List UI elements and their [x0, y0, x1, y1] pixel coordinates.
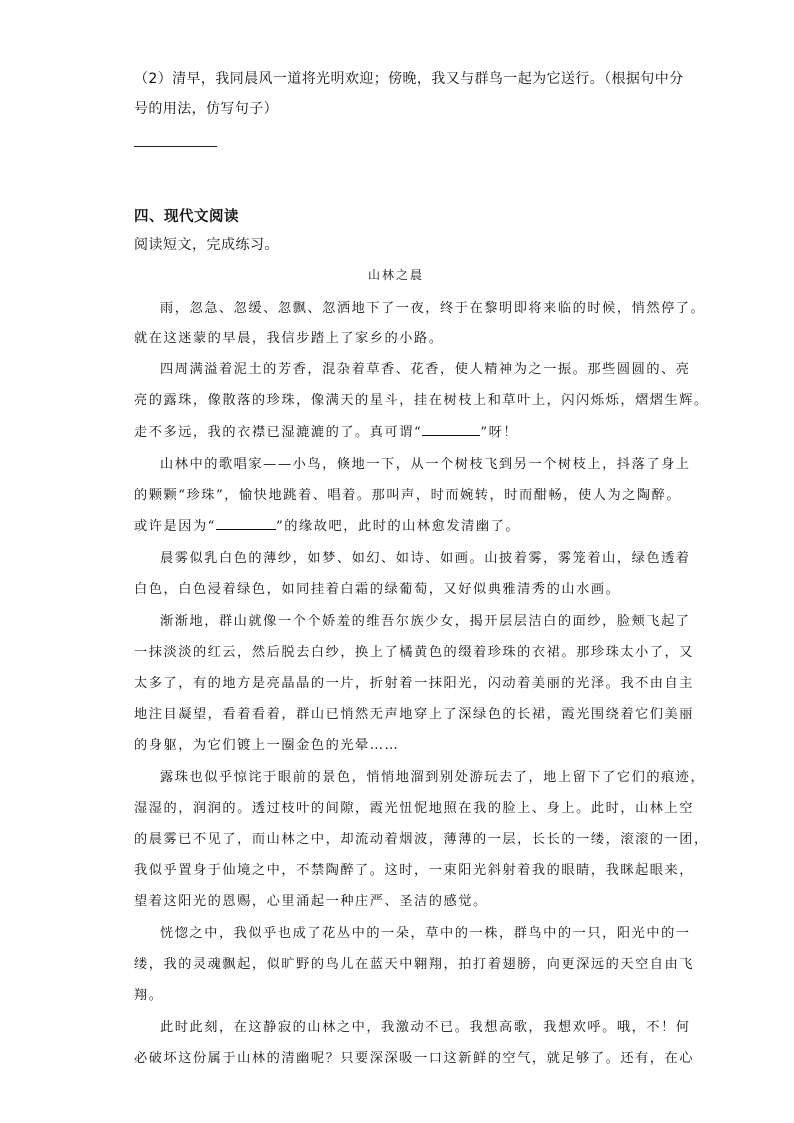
story-line: 一抹淡淡的红云，然后脱去白纱，换上了橘黄色的缀着珍珠的衣裙。那珍珠太小了，又	[134, 645, 695, 660]
story-line-part: ”的缘故吧，此时的山林愈发清幽了。	[275, 519, 521, 534]
story-line: 望着这阳光的恩赐，心里涌起一种庄严、圣洁的感觉。	[134, 894, 488, 909]
story-line: 此时此刻，在这静寂的山林之中，我激动不已。我想高歌，我想欢呼。哦，不！何	[160, 1020, 691, 1035]
story-line: 的颗颗“珍珠”，愉快地跳着、唱着。那叫声，时而婉转，时而酣畅，使人为之陶醉。	[134, 488, 682, 503]
story-line-part: ”呀！	[480, 425, 519, 440]
fill-in-blank-1[interactable]	[422, 423, 480, 436]
story-line: 的身躯，为它们镀上一圈金色的光晕……	[134, 738, 400, 753]
story-line: 缕，我的灵魂飘起，似旷野的鸟儿在蓝天中翱翔，拍打着翅膀，向更深远的天空自由飞	[134, 957, 695, 972]
question-2-line-1: （2）清早，我同晨风一道将光明欢迎；傍晚，我又与群鸟一起为它送行。（根据句中分	[134, 71, 684, 87]
story-line: 翔。	[134, 988, 164, 1003]
story-line: 亮的露珠，像散落的珍珠，像满天的星斗，挂在树枝上和草叶上，闪闪烁烁，熠熠生辉。	[134, 393, 709, 408]
story-line-part: 或许是因为“	[134, 519, 216, 534]
story-line: 渐渐地，群山就像一个个娇羞的维吾尔族少女，揭开层层洁白的面纱，脸颊飞起了	[160, 614, 691, 629]
story-line: 山林中的歌唱家——小鸟，倏地一下，从一个树枝飞到另一个树枝上，抖落了身上	[160, 457, 691, 472]
story-line: 就在这迷蒙的早晨，我信步踏上了家乡的小路。	[134, 331, 444, 346]
story-line: 露珠也似乎惊诧于眼前的景色，悄悄地溜到别处游玩去了，地上留下了它们的痕迹，	[160, 770, 706, 785]
story-title: 山林之晨	[368, 268, 425, 282]
fill-in-blank-2[interactable]	[216, 517, 276, 530]
question-2-line-2: 号的用法，仿写句子）	[134, 101, 278, 117]
story-line: 太多了，有的地方是亮晶晶的一片，折射着一抹阳光，闪动着美丽的光泽。我不由自主	[134, 676, 695, 691]
story-line: 四周满溢着泥土的芳香，混杂着草香、花香，使人精神为之一振。那些圆圆的、亮	[160, 362, 691, 377]
story-line-part: 走不多远，我的衣襟已湿漉漉的了。真可谓“	[134, 425, 423, 440]
story-line: 地注目凝望，看着看着，群山已悄然无声地穿上了深绿色的长裙，霞光围绕着它们美丽	[134, 707, 695, 722]
story-line: 雨，忽急、忽缓、忽飘、忽洒地下了一夜，终于在黎明即将来临的时候，悄然停了。	[160, 301, 706, 316]
story-line: 白色，白色浸着绿色，如同挂着白霜的绿葡萄，又好似典雅清秀的山水画。	[134, 582, 621, 597]
section-title: 四、现代文阅读	[134, 209, 239, 225]
story-line: 恍惚之中，我似乎也成了花丛中的一朵，草中的一株，群鸟中的一只，阳光中的一	[160, 926, 691, 941]
story-line: 必破坏这份属于山林的清幽呢？只要深深吸一口这新鲜的空气，就足够了。还有，在心	[134, 1051, 695, 1066]
story-line: 湿湿的，润润的。透过枝叶的间隙，霞光忸怩地照在我的脸上、身上。此时，山林上空	[134, 801, 695, 816]
story-line-with-blank	[134, 421, 518, 440]
story-line: 晨雾似乳白色的薄纱，如梦、如幻、如诗、如画。山披着雾，雾笼着山，绿色透着	[160, 551, 691, 566]
story-line: 我似乎置身于仙境之中，不禁陶醉了。这时，一束阳光斜射着我的眼睛，我眯起眼来，	[134, 863, 695, 878]
story-line-with-blank	[134, 515, 520, 534]
story-line: 的晨雾已不见了，而山林之中，却流动着烟波，薄薄的一层，长长的一缕，滚滚的一团，	[134, 832, 709, 847]
answer-blank-line[interactable]	[134, 146, 217, 147]
reading-instruction: 阅读短文，完成练习。	[134, 237, 279, 253]
